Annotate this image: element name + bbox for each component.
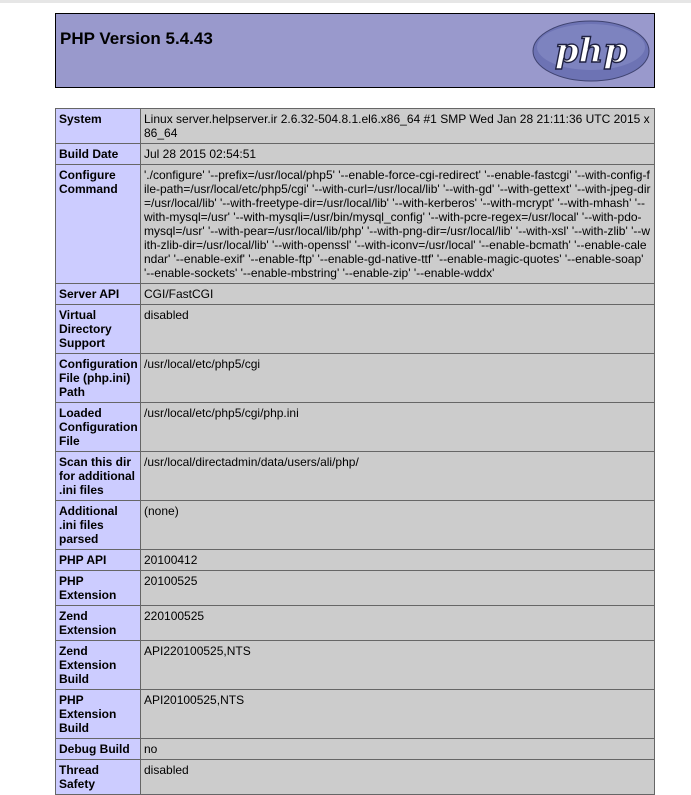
table-row [56,760,655,795]
row-label: Thread Safety [56,760,141,795]
row-value: disabled [141,760,655,795]
table-row [56,739,655,760]
phpinfo-page [55,13,655,795]
row-label: Configure Command [56,165,141,284]
table-row [56,550,655,571]
row-label: Debug Build [56,739,141,760]
row-value: no [141,739,655,760]
page-title: PHP Version 5.4.43 [60,29,213,48]
table-row [56,452,655,501]
table-row [56,354,655,403]
row-value: 20100525 [141,571,655,606]
row-value: 20100412 [141,550,655,571]
row-label: Loaded Configuration File [56,403,141,452]
row-value: 220100525 [141,606,655,641]
row-label: Configuration File (php.ini) Path [56,354,141,403]
row-value: disabled [141,305,655,354]
row-value: /usr/local/directadmin/data/users/ali/php/ [141,452,655,501]
table-row [56,109,655,144]
table-row [56,403,655,452]
row-label: Additional .ini files parsed [56,501,141,550]
row-value: /usr/local/etc/php5/cgi/php.ini [141,403,655,452]
row-label: PHP Extension Build [56,690,141,739]
row-label: Virtual Directory Support [56,305,141,354]
row-value: './configure' '--prefix=/usr/local/php5' '--enable-force-cgi-redirect' '--enable-fastcgi' '--with-config-file-path=/usr/local/etc/php5/cgi' '--with-curl=/usr/local/lib' '--with-gd' '--with-gettext' '--with-jpeg-dir=/usr/local/lib' '--with-freetype-dir=/usr/local/lib' '--with-kerberos' '--with-mcrypt' '--with-mhash' '--with-mysql=/usr' '--with-mysqli=/usr/bin/mysql_config' '--with-pcre-regex=/usr/local' '--with-pdo-mysql=/usr' '--with-pear=/usr/local/lib/php' '--with-png-dir=/usr/local/lib' '--with-xsl' '--with-zlib' '--with-zlib-dir=/usr/local/lib' '--with-openssl' '--with-iconv=/usr/local' '--enable-bcmath' '--enable-calendar' '--enable-exif' '--enable-ftp' '--enable-gd-native-ttf' '--enable-magic-quotes' '--enable-soap' '--enable-sockets' '--enable-mbstring' '--enable-zip' '--enable-wddx' [141,165,655,284]
row-label: Zend Extension Build [56,641,141,690]
row-value: /usr/local/etc/php5/cgi [141,354,655,403]
info-table [55,108,655,795]
table-row [56,571,655,606]
row-value: (none) [141,501,655,550]
window-top-border [0,0,691,3]
php-logo [532,20,650,82]
row-value: API20100525,NTS [141,690,655,739]
version-header [55,13,655,88]
php-logo-text: php [554,31,628,71]
table-row [56,641,655,690]
row-value: Linux server.helpserver.ir 2.6.32-504.8.1.el6.x86_64 #1 SMP Wed Jan 28 21:11:36 UTC 2015 x86_64 [141,109,655,144]
row-value: API220100525,NTS [141,641,655,690]
table-row [56,144,655,165]
row-value: CGI/FastCGI [141,284,655,305]
table-row [56,501,655,550]
row-label: Zend Extension [56,606,141,641]
row-label: PHP API [56,550,141,571]
table-row [56,284,655,305]
info-table-body [56,109,655,795]
row-label: Server API [56,284,141,305]
table-row [56,305,655,354]
row-label: Scan this dir for additional .ini files [56,452,141,501]
row-label: Build Date [56,144,141,165]
table-row [56,165,655,284]
row-value: Jul 28 2015 02:54:51 [141,144,655,165]
row-label: System [56,109,141,144]
table-row [56,690,655,739]
row-label: PHP Extension [56,571,141,606]
table-row [56,606,655,641]
